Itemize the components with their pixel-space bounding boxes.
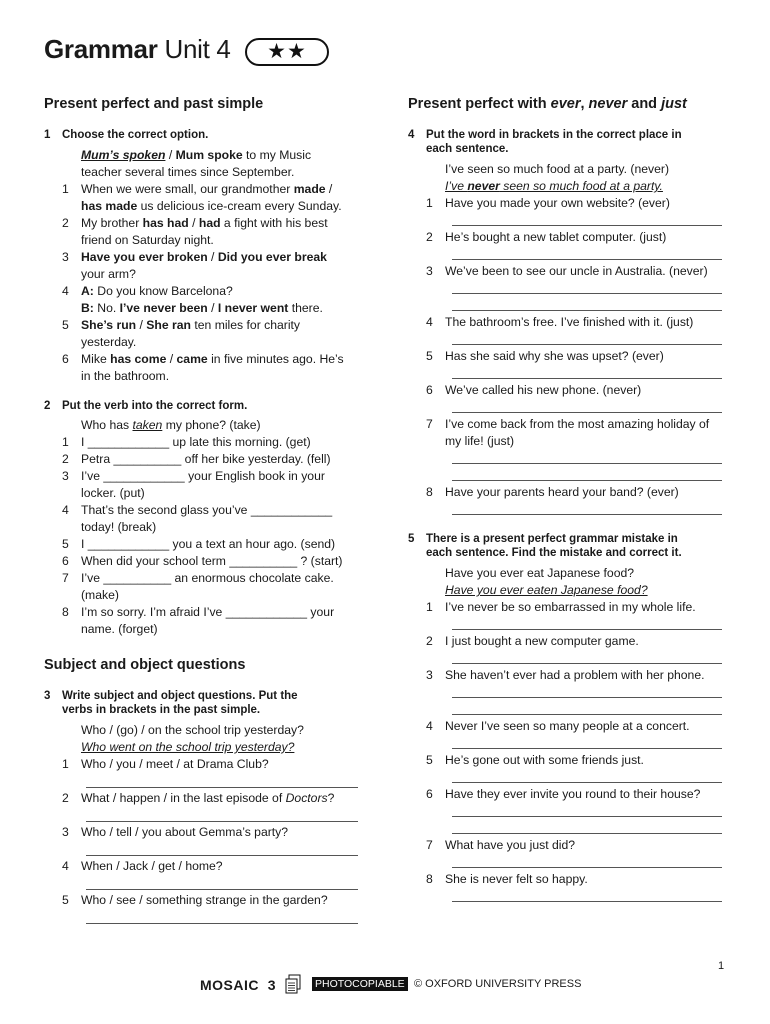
section-title-present-perfect-ever-never-just: Present perfect with ever, never and just	[408, 96, 687, 112]
ex2-item-number: 4	[62, 503, 69, 517]
ex1-item-number: 5	[62, 318, 69, 332]
ex1-instruction: Choose the correct option.	[62, 129, 209, 141]
ex2-item-number: 7	[62, 571, 69, 585]
ex3-item-number: 4	[62, 859, 69, 873]
ex5-instruction: There is a present perfect grammar mistake in	[426, 533, 678, 545]
ex4-instruction: Put the word in brackets in the correct place in	[426, 129, 682, 141]
ex2-item-2: Petra __________ off her bike yesterday. (fell)	[81, 452, 331, 466]
ex4-item-number: 7	[426, 417, 433, 431]
ex1-item-number: 4	[62, 284, 69, 298]
ex5-instruction-line2: each sentence. Find the mistake and correct it.	[426, 547, 682, 559]
ex1-item-5: She’s run / She ran ten miles for charity	[81, 318, 301, 332]
answer-line[interactable]	[452, 782, 722, 783]
ex2-number: 2	[44, 400, 51, 412]
page-number: 1	[718, 960, 725, 972]
ex4-instruction-line2: each sentence.	[426, 143, 509, 155]
ex4-item-7: I’ve come back from the most amazing holiday of	[445, 417, 710, 431]
ex5-item-number: 6	[426, 787, 433, 801]
ex3-item-number: 1	[62, 757, 69, 771]
ex1-item-3-line2: your arm?	[81, 267, 136, 281]
ex1-item-4-line2: B: No. I’ve never been / I never went there.	[81, 301, 323, 315]
ex4-item-number: 1	[426, 196, 433, 210]
ex4-item-number: 8	[426, 485, 433, 499]
ex4-item-number: 2	[426, 230, 433, 244]
ex5-item-number: 2	[426, 634, 433, 648]
answer-line[interactable]	[86, 889, 358, 890]
ex5-item-number: 7	[426, 838, 433, 852]
section-title-present-perfect-past-simple: Present perfect and past simple	[44, 96, 264, 112]
ex3-example-question: Who / (go) / on the school trip yesterday?	[81, 723, 304, 737]
answer-line[interactable]	[86, 855, 358, 856]
ex4-item-number: 6	[426, 383, 433, 397]
ex4-item-8: Have your parents heard your band? (ever)	[445, 485, 679, 499]
ex3-item-5: Who / see / something strange in the garden?	[81, 893, 328, 907]
ex2-item-8: I’m so sorry. I’m afraid I’ve ____________ your	[81, 605, 335, 619]
ex2-item-number: 8	[62, 605, 69, 619]
ex5-item-number: 8	[426, 872, 433, 886]
answer-line[interactable]	[452, 293, 722, 294]
ex2-item-4: That’s the second glass you’ve ____________	[81, 503, 333, 517]
ex1-item-4: A: Do you know Barcelona?	[81, 284, 233, 298]
ex4-item-3: We’ve been to see our uncle in Australia. (never)	[445, 264, 708, 278]
answer-line[interactable]	[452, 514, 722, 515]
ex4-item-number: 3	[426, 264, 433, 278]
ex5-item-2: I just bought a new computer game.	[445, 634, 639, 648]
ex3-example-answer: Who went on the school trip yesterday?	[81, 740, 295, 754]
ex5-item-5: He’s gone out with some friends just.	[445, 753, 644, 767]
ex1-item-5-line2: yesterday.	[81, 335, 137, 349]
ex5-item-3: She haven’t ever had a problem with her phone.	[445, 668, 705, 682]
answer-line[interactable]	[452, 867, 722, 868]
ex2-instruction: Put the verb into the correct form.	[62, 400, 248, 412]
ex3-instruction: Write subject and object questions. Put the	[62, 690, 298, 702]
publisher-credit: © OXFORD UNIVERSITY PRESS	[414, 978, 582, 990]
ex2-item-number: 2	[62, 452, 69, 466]
ex1-item-6-line2: in the bathroom.	[81, 369, 170, 383]
answer-line[interactable]	[452, 310, 722, 311]
ex2-item-6: When did your school term __________ ? (start)	[81, 554, 343, 568]
ex3-item-3: Who / tell / you about Gemma’s party?	[81, 825, 289, 839]
ex1-example-line2: teacher several times since September.	[81, 165, 295, 179]
photocopiable-badge: PHOTOCOPIABLE	[312, 977, 408, 991]
ex5-item-number: 4	[426, 719, 433, 733]
ex5-item-8: She is never felt so happy.	[445, 872, 588, 886]
ex1-item-1-line2: has made us delicious ice-cream every Sunday.	[81, 199, 342, 213]
ex5-item-number: 5	[426, 753, 433, 767]
ex3-item-4: When / Jack / get / home?	[81, 859, 223, 873]
ex2-item-8-line2: name. (forget)	[81, 622, 158, 636]
ex5-item-number: 3	[426, 668, 433, 682]
answer-line[interactable]	[86, 787, 358, 788]
ex1-item-2: My brother has had / had a fight with his best	[81, 216, 328, 230]
ex1-item-2-line2: friend on Saturday night.	[81, 233, 214, 247]
ex5-example-question: Have you ever eat Japanese food?	[445, 566, 635, 580]
ex1-number: 1	[44, 129, 51, 141]
answer-line[interactable]	[452, 225, 722, 226]
ex1-item-number: 6	[62, 352, 69, 366]
answer-line[interactable]	[452, 629, 722, 630]
ex4-item-2: He’s bought a new tablet computer. (just)	[445, 230, 667, 244]
ex5-item-7: What have you just did?	[445, 838, 576, 852]
ex2-item-number: 1	[62, 435, 69, 449]
answer-line[interactable]	[452, 901, 722, 902]
ex5-example-answer: Have you ever eaten Japanese food?	[445, 583, 648, 597]
answer-line[interactable]	[452, 259, 722, 260]
answer-line[interactable]	[452, 748, 722, 749]
ex1-item-1: When we were small, our grandmother made /	[81, 182, 333, 196]
answer-line[interactable]	[452, 663, 722, 664]
answer-line[interactable]	[86, 923, 358, 924]
ex2-item-7: I’ve __________ an enormous chocolate cake.	[81, 571, 334, 585]
photocopy-icon	[285, 974, 301, 995]
ex3-item-number: 3	[62, 825, 69, 839]
difficulty-stars: ★★	[245, 38, 329, 66]
ex5-item-number: 1	[426, 600, 433, 614]
ex4-example-question: I’ve seen so much food at a party. (never)	[445, 162, 669, 176]
ex4-item-6: We’ve called his new phone. (never)	[445, 383, 642, 397]
ex2-item-3: I’ve ____________ your English book in your	[81, 469, 325, 483]
ex1-item-number: 1	[62, 182, 69, 196]
ex5-number: 5	[408, 533, 415, 545]
ex2-item-3-line2: locker. (put)	[81, 486, 145, 500]
ex1-item-6: Mike has come / came in five minutes ago. He’s	[81, 352, 344, 366]
answer-line[interactable]	[452, 480, 722, 481]
answer-line[interactable]	[452, 412, 722, 413]
ex3-item-2: What / happen / in the last episode of Doctors?	[81, 791, 335, 805]
ex3-item-number: 5	[62, 893, 69, 907]
answer-line[interactable]	[452, 833, 722, 834]
ex3-instruction-line2: verbs in brackets in the past simple.	[62, 704, 261, 716]
ex3-number: 3	[44, 690, 51, 702]
answer-line[interactable]	[452, 344, 722, 345]
ex2-item-1: I ____________ up late this morning. (get)	[81, 435, 311, 449]
ex4-item-7-line2: my life! (just)	[445, 434, 515, 448]
answer-line[interactable]	[452, 697, 722, 698]
ex2-item-7-line2: (make)	[81, 588, 119, 602]
ex2-item-4-line2: today! (break)	[81, 520, 157, 534]
ex4-example-answer: I’ve never seen so much food at a party.	[445, 179, 663, 193]
ex1-item-number: 3	[62, 250, 69, 264]
ex1-item-3: Have you ever broken / Did you ever break	[81, 250, 327, 264]
ex5-item-6: Have they ever invite you round to their house?	[445, 787, 701, 801]
ex5-item-4: Never I’ve seen so many people at a concert.	[445, 719, 690, 733]
answer-line[interactable]	[86, 821, 358, 822]
mosaic-logo: MOSAIC 3	[200, 977, 277, 993]
ex3-item-1: Who / you / meet / at Drama Club?	[81, 757, 269, 771]
ex2-item-number: 3	[62, 469, 69, 483]
ex4-item-1: Have you made your own website? (ever)	[445, 196, 670, 210]
ex3-item-number: 2	[62, 791, 69, 805]
answer-line[interactable]	[452, 463, 722, 464]
ex4-item-number: 5	[426, 349, 433, 363]
ex1-example: Mum’s spoken / Mum spoke to my Music	[81, 148, 312, 162]
ex4-item-4: The bathroom’s free. I’ve finished with it. (just)	[445, 315, 694, 329]
ex1-item-number: 2	[62, 216, 69, 230]
ex2-item-number: 6	[62, 554, 69, 568]
answer-line[interactable]	[452, 378, 722, 379]
answer-line[interactable]	[452, 714, 722, 715]
ex2-item-number: 5	[62, 537, 69, 551]
ex4-number: 4	[408, 129, 415, 141]
page-title: Grammar Unit 4	[44, 34, 231, 64]
section-title-subject-object-questions: Subject and object questions	[44, 657, 246, 673]
ex4-item-5: Has she said why she was upset? (ever)	[445, 349, 664, 363]
ex2-item-5: I ____________ you a text an hour ago. (send)	[81, 537, 336, 551]
ex2-example: Who has taken my phone? (take)	[81, 418, 261, 432]
answer-line[interactable]	[452, 816, 722, 817]
ex4-item-number: 4	[426, 315, 433, 329]
ex5-item-1: I’ve never be so embarrassed in my whole life.	[445, 600, 696, 614]
